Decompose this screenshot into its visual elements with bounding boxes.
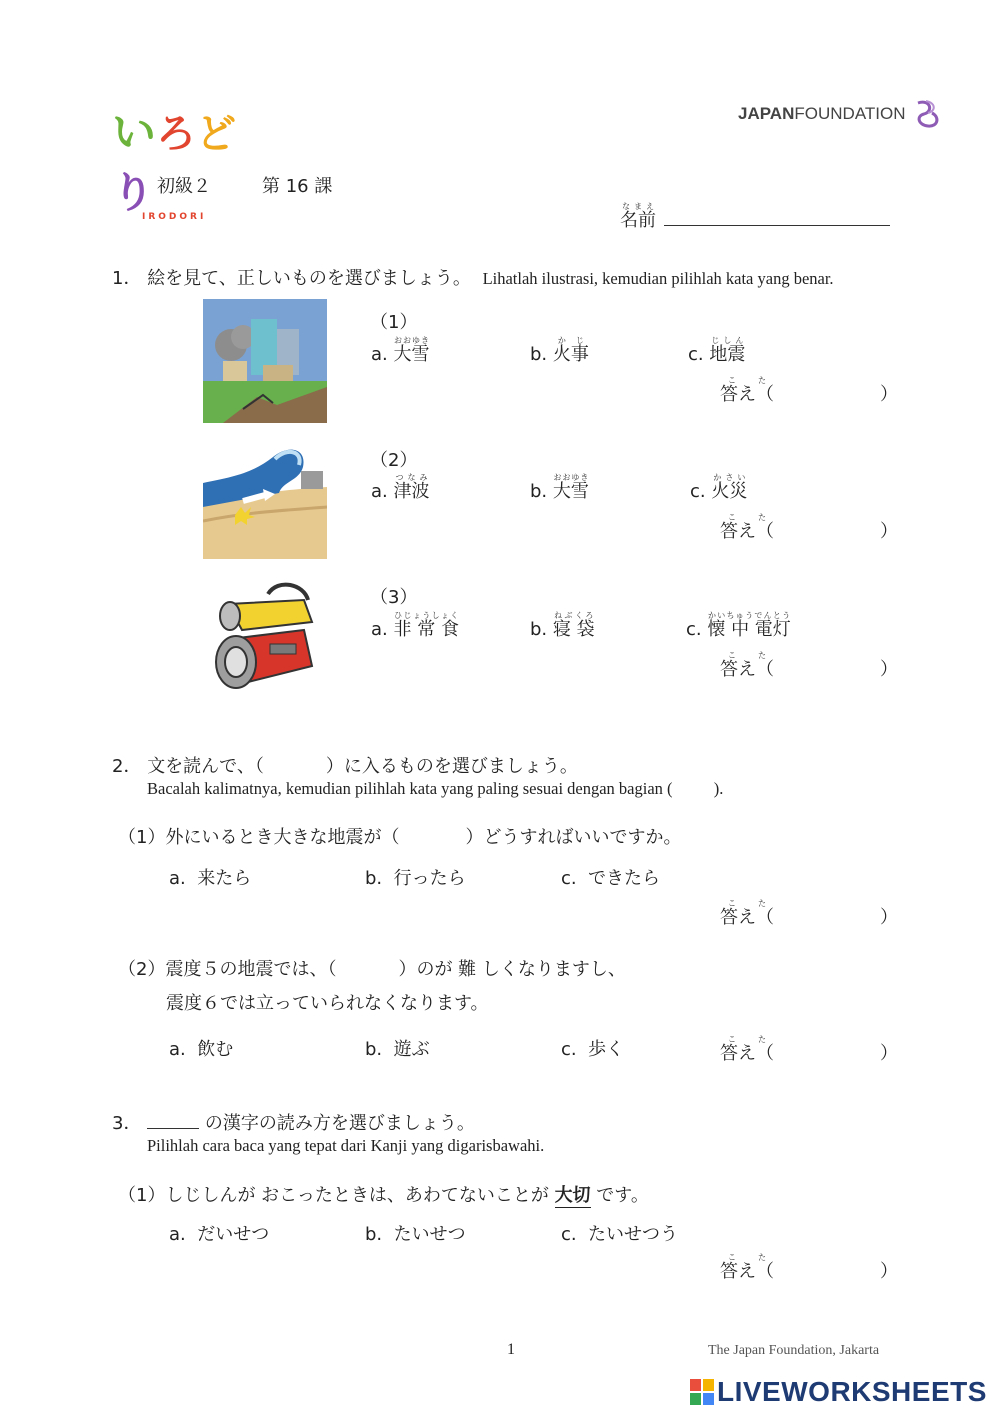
q1-instruction-jp: 絵を見て、正しいものを選びましょう。 [147, 268, 471, 289]
answer-ruby: こた [720, 899, 774, 908]
q1-item1-answer[interactable] [720, 376, 898, 406]
q2-s1-text-start: 外にいるとき大きな地震が（ [165, 827, 400, 848]
q1-heading [112, 264, 834, 290]
option-kanji: 懐 中 電灯 [707, 619, 791, 640]
butterfly-icon [910, 97, 944, 131]
option-ruby: じしん [709, 336, 746, 345]
option-kanji: 火事 [552, 344, 589, 365]
option-kanji: 地震 [709, 344, 746, 365]
answer-label: 答え（ [720, 1043, 774, 1064]
answer-label: 答え（ [720, 384, 774, 405]
q2-s1-text-end: ）どうすればいいですか。 [465, 827, 682, 848]
answer-close: ） [880, 1261, 898, 1282]
lesson-label: 第 16 課 [262, 176, 333, 197]
answer-close: ） [880, 907, 898, 928]
q3-s1-option-a[interactable]: a. だいせつ [169, 1224, 270, 1245]
logo-letter-do: ど [196, 111, 236, 157]
option-prefix: b. [530, 481, 548, 502]
jf-logo-japan: JAPAN [738, 104, 795, 123]
q3-s1-label: （1） [118, 1185, 166, 1206]
q2-s2-sentence-line2: 震度６では立っていられなくなります。 [166, 993, 489, 1014]
q2-s2-sentence-line1 [118, 955, 626, 981]
q2-s2-option-a[interactable]: a. 飲む [169, 1039, 234, 1060]
q1-item3-option-c[interactable] [686, 611, 791, 641]
option-prefix: c. [686, 619, 702, 640]
option-kanji: 非 常 食 [393, 619, 459, 640]
option-ruby: かさい [711, 473, 748, 482]
option-ruby: おおゆき [552, 473, 589, 482]
japan-foundation-logo [738, 98, 944, 130]
q2-s1-option-b[interactable]: b. 行ったら [365, 868, 466, 889]
option-kanji: 火災 [711, 481, 748, 502]
q2-s2-label: （2） [118, 959, 166, 980]
answer-ruby: こた [720, 651, 774, 660]
q3-heading [112, 1109, 475, 1135]
q2-instruction-jp-start: 文を読んで、（ [147, 756, 264, 777]
flashlight-illustration [208, 578, 320, 696]
q1-item2-label: （2） [370, 450, 418, 471]
q1-item1-option-c[interactable] [688, 336, 745, 366]
q2-s1-option-a[interactable]: a. 来たら [169, 868, 252, 889]
q3-s1-option-b[interactable]: b. たいせつ [365, 1224, 466, 1245]
option-prefix: a. [371, 344, 388, 365]
name-ruby: なまえ [620, 202, 656, 211]
option-kanji: 寝 袋 [552, 619, 595, 640]
q1-item3-option-a[interactable] [371, 611, 459, 641]
q2-s2-option-b[interactable]: b. 遊ぶ [365, 1039, 430, 1060]
q2-s2-text-start: 震度５の地震では、（ [165, 959, 337, 980]
q3-s1-text-start: しじしんが おこったときは、あわてないことが [165, 1185, 549, 1206]
q3-s1-keyword: 大切 [554, 1185, 591, 1206]
q2-s1-answer[interactable] [720, 899, 898, 929]
q2-s1-sentence [118, 823, 681, 849]
earthquake-illustration [203, 299, 327, 423]
q2-heading [112, 752, 578, 778]
answer-close: ） [880, 659, 898, 680]
q3-s1-sentence [118, 1181, 649, 1207]
q2-number: 2． [112, 756, 142, 777]
logo-letter-i: い [112, 107, 156, 158]
answer-ruby: こた [720, 513, 774, 522]
answer-ruby: こた [720, 1253, 774, 1262]
footer-credit: The Japan Foundation, Jakarta [708, 1343, 880, 1358]
answer-label: 答え（ [720, 521, 774, 542]
q1-instruction-id: Lihatlah ilustrasi, kemudian pilihlah kata yang benar. [482, 269, 834, 288]
q3-instruction-id: Pilihlah cara baca yang tepat dari Kanji yang digarisbawahi. [147, 1136, 545, 1155]
name-underline[interactable] [664, 207, 890, 226]
q3-instruction-jp: の漢字の読み方を選びましょう。 [204, 1113, 475, 1134]
q1-item3-option-b[interactable] [530, 611, 595, 641]
option-ruby: ねぶくろ [552, 611, 595, 620]
q1-number: 1． [112, 268, 142, 289]
underline-marker [147, 1112, 199, 1129]
answer-close: ） [880, 521, 898, 542]
q1-item3-answer[interactable] [720, 651, 898, 681]
option-prefix: b. [530, 344, 548, 365]
q1-item1-option-a[interactable] [371, 336, 430, 366]
q1-item3-label: （3） [370, 587, 418, 608]
option-ruby: かじ [552, 336, 589, 345]
jf-logo-foundation: FOUNDATION [794, 104, 906, 123]
q1-item2-answer[interactable] [720, 513, 898, 543]
option-ruby: つなみ [393, 473, 430, 482]
answer-label: 答え（ [720, 1261, 774, 1282]
q1-item1-label: （1） [370, 312, 418, 333]
answer-label: 答え（ [720, 907, 774, 928]
option-prefix: a. [371, 481, 388, 502]
q2-s2-answer[interactable] [720, 1035, 898, 1065]
liveworksheets-icon [690, 1379, 714, 1405]
q1-item2-option-b[interactable] [530, 473, 589, 503]
q1-item1-option-b[interactable] [530, 336, 589, 366]
q2-s1-option-c[interactable]: c. できたら [561, 868, 661, 889]
page-number: 1 [507, 1341, 515, 1358]
q2-instruction-id: Bacalah kalimatnya, kemudian pilihlah kata yang paling sesuai dengan bagian ( ). [147, 779, 724, 798]
option-prefix: a. [371, 619, 388, 640]
q3-s1-answer[interactable] [720, 1253, 898, 1283]
option-kanji: 大雪 [393, 344, 430, 365]
q1-item2-option-a[interactable] [371, 473, 430, 503]
liveworksheets-label: LIVEWORKSHEETS [717, 1376, 987, 1407]
tsunami-illustration [203, 437, 327, 559]
q3-number: 3． [112, 1113, 142, 1134]
name-field[interactable] [620, 202, 890, 232]
q2-instruction-jp-end: ）に入るものを選びましょう。 [325, 756, 578, 777]
option-prefix: b. [530, 619, 548, 640]
option-prefix: c. [688, 344, 704, 365]
q2-s2-option-c[interactable]: c. 歩く [561, 1039, 625, 1060]
logo-letter-ri: り [112, 168, 155, 217]
answer-close: ） [880, 384, 898, 405]
option-kanji: 大雪 [552, 481, 589, 502]
option-ruby: ひじょうしょく [393, 611, 459, 620]
option-ruby: おおゆき [393, 336, 430, 345]
liveworksheets-brand [690, 1376, 987, 1408]
q2-s2-text-end: ）のが 難 しくなりますし、 [398, 959, 626, 980]
q1-item2-option-c[interactable] [690, 473, 747, 503]
logo-letter-ro: ろ [156, 111, 196, 157]
answer-ruby: こた [720, 1035, 774, 1044]
answer-close: ） [880, 1043, 898, 1064]
answer-label: 答え（ [720, 659, 774, 680]
name-label: 名前 [620, 210, 656, 231]
q3-s1-option-c[interactable]: c. たいせつう [561, 1224, 679, 1245]
q3-s1-text-end: です。 [596, 1185, 649, 1206]
level-label: 初級２ [157, 176, 211, 197]
answer-ruby: こた [720, 376, 774, 385]
option-prefix: c. [690, 481, 706, 502]
q2-s1-label: （1） [118, 827, 166, 848]
logo-subtitle: IRODORI [142, 212, 207, 222]
option-ruby: かいちゅうでんとう [707, 611, 791, 620]
option-kanji: 津波 [393, 481, 430, 502]
